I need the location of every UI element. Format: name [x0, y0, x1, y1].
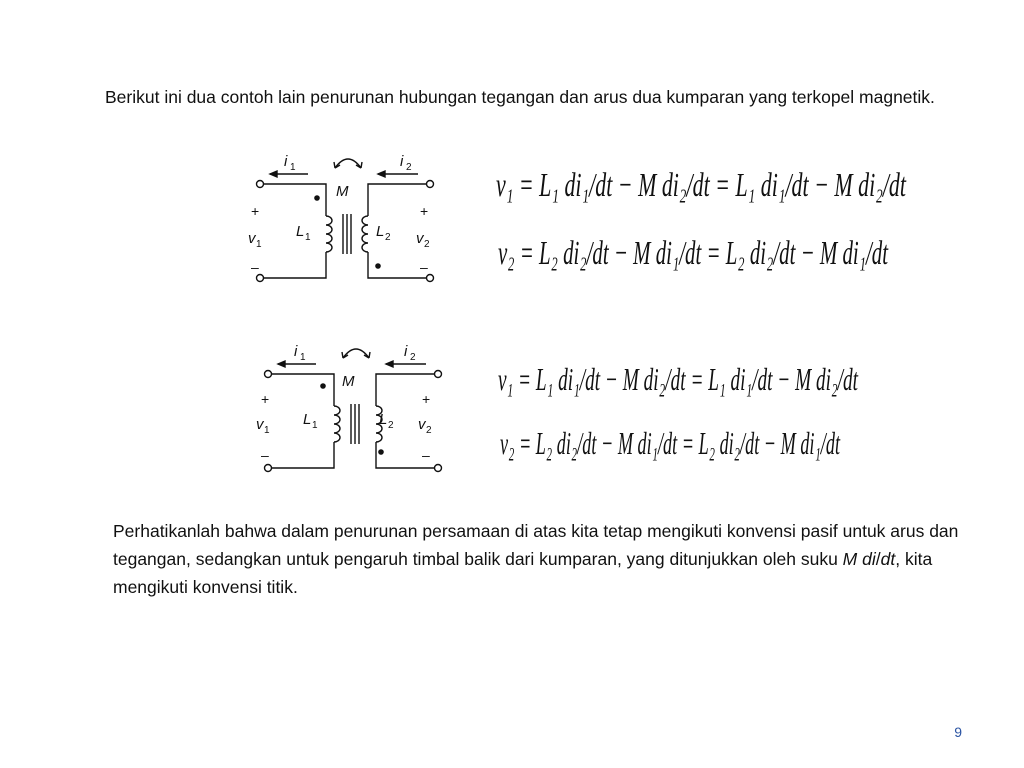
svg-text:2: 2	[406, 162, 412, 173]
svg-text:+: +	[420, 203, 429, 219]
page-number: 9	[954, 724, 962, 740]
equation-v1: v₁ = L₁ di₁/dt − M di₂/dt = L₁ di₁/dt − M di₂/dt	[498, 361, 859, 397]
svg-text:L: L	[376, 223, 385, 240]
svg-text:v: v	[418, 416, 426, 433]
svg-text:1: 1	[256, 239, 262, 250]
equation-v2: v₂ = L₂ di₂/dt − M di₁/dt = L₂ di₂/dt − M di₁/dt	[498, 235, 889, 272]
note-paragraph: Perhatikanlah bahwa dalam penurunan persamaan di atas kita tetap mengikuti konvensi pasif untuk arus dan tegangan, sedangkan untuk pengaruh timbal balik dari kumparan, yang ditunjukkan oleh suku M di/dt, kita mengikuti konvensi titik.	[113, 521, 959, 597]
svg-text:L: L	[379, 411, 388, 428]
equations-circuit-1	[490, 152, 920, 282]
dot-marker-primary	[314, 195, 320, 201]
svg-text:v: v	[416, 230, 424, 247]
svg-text:1: 1	[290, 162, 296, 173]
dot-marker-secondary	[378, 449, 384, 455]
dot-marker-secondary	[375, 263, 381, 269]
svg-text:2: 2	[424, 239, 430, 250]
svg-text:M: M	[342, 373, 355, 390]
dot-marker-primary	[320, 383, 326, 389]
svg-text:i: i	[294, 343, 298, 360]
svg-text:v: v	[256, 416, 264, 433]
svg-text:L: L	[296, 223, 305, 240]
svg-text:2: 2	[410, 352, 416, 363]
svg-text:M: M	[336, 183, 349, 200]
svg-text:2: 2	[385, 232, 391, 243]
svg-text:i: i	[284, 153, 288, 170]
svg-text:–: –	[261, 447, 269, 463]
svg-text:–: –	[251, 259, 259, 275]
svg-text:i: i	[404, 343, 408, 360]
svg-text:2: 2	[388, 420, 394, 431]
svg-text:1: 1	[264, 425, 270, 436]
svg-text:L: L	[303, 411, 312, 428]
intro-paragraph: Berikut ini dua contoh lain penurunan hubungan tegangan dan arus dua kumparan yang terkopel magnetik.	[105, 87, 935, 107]
svg-text:+: +	[422, 391, 431, 407]
equation-v1: v₁ = L₁ di₁/dt − M di₂/dt = L₁ di₁/dt − M di₂/dt	[496, 167, 907, 204]
svg-text:1: 1	[305, 232, 311, 243]
equations-circuit-2	[492, 350, 872, 470]
coupled-coil-circuit-1	[240, 148, 450, 288]
svg-text:–: –	[420, 259, 428, 275]
svg-text:2: 2	[426, 425, 432, 436]
svg-text:1: 1	[312, 420, 318, 431]
svg-text:i: i	[400, 153, 404, 170]
svg-text:+: +	[251, 203, 260, 219]
svg-text:v: v	[248, 230, 256, 247]
coupled-coil-circuit-2	[248, 338, 458, 478]
svg-text:1: 1	[300, 352, 306, 363]
svg-text:+: +	[261, 391, 270, 407]
equation-v2: v₂ = L₂ di₂/dt − M di₁/dt = L₂ di₂/dt − M di₁/dt	[500, 425, 841, 461]
svg-text:–: –	[422, 447, 430, 463]
